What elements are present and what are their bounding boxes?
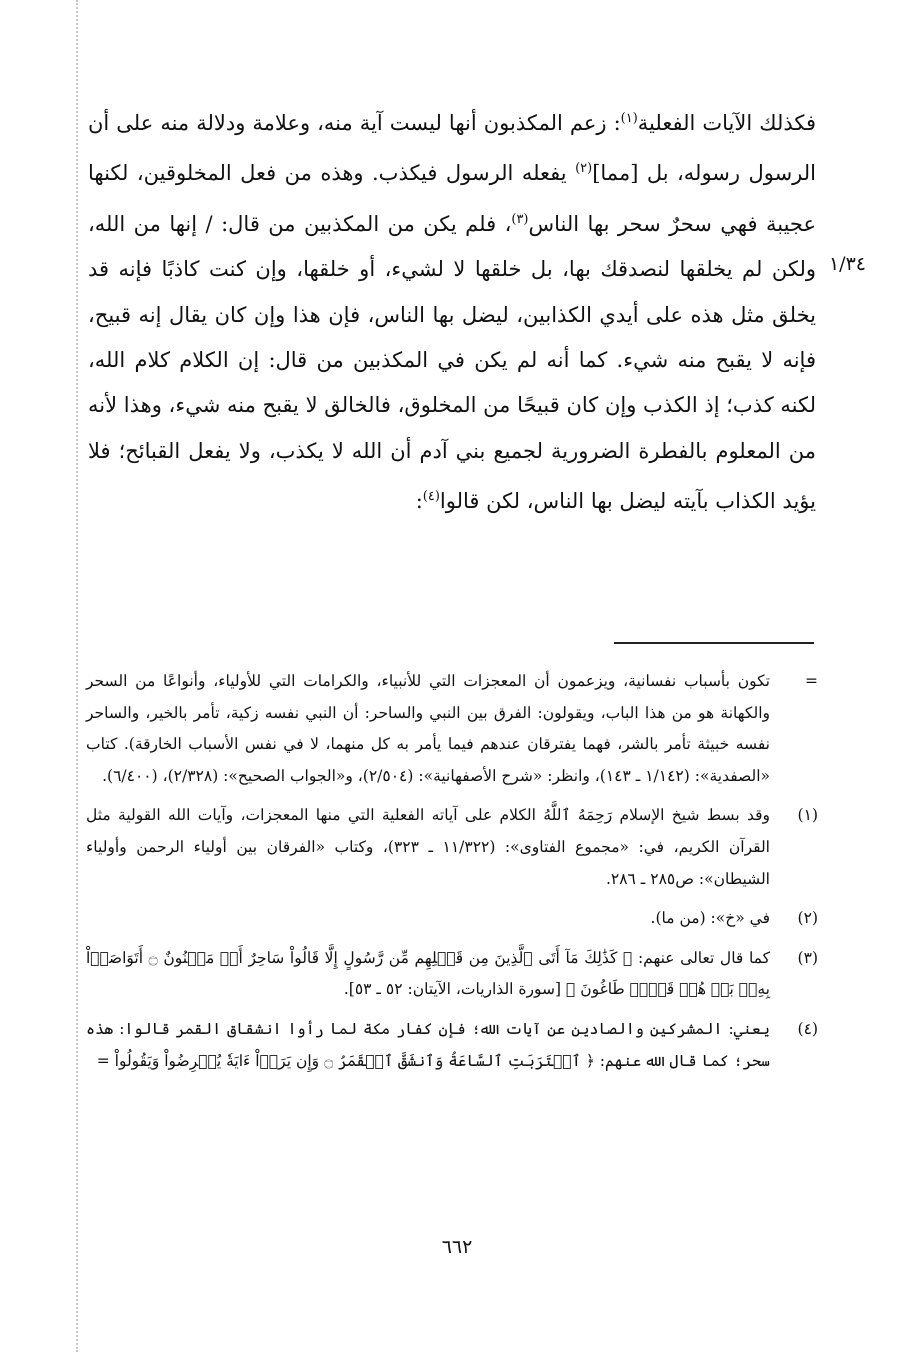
text-segment: : زعم المكذبون أنها ليست آية منه، وعلامة ودلالة منه على أن الرسول رسوله، بل [مما] [88, 111, 816, 186]
footnote-ref-4[interactable]: (٤) [422, 489, 440, 505]
main-paragraph [88, 96, 816, 525]
footnotes-section [86, 666, 818, 1085]
footnote-ref-1[interactable]: (١) [620, 111, 638, 126]
footnote-ref-3[interactable]: (٣) [511, 211, 529, 227]
footnote-text: تكون بأسباب نفسانية، ويزعمون أن المعجزات التي للأنبياء، والكرامات التي للأولياء، وأنواعًا من السحر والكهانة هو من هذا الباب، ويقولون: الفرق بين النبي والساحر: أن النبي نفسه زكية، تأمر بالخير، والساحر نفسه خبيثة تأمر بالشر، فهما يفترقان عندهم فيما يأمر به كل منهما، لا في نفس الأسباب الخارقة). كتاب «الصفدية»: (١/١٤٢ ـ ١٤٣)، وانظر: «شرح الأصفهانية»: (٢/٥٠٤)، و«الجواب الصحيح»: (٢/٣٢٨)، (٦/٤٠٠). [86, 672, 770, 785]
footnote-marker: (٣) [797, 948, 818, 967]
footnote-ref-2[interactable]: (٢) [575, 161, 593, 177]
text-segment: فكذلك الآيات الفعلية [637, 111, 816, 135]
footnote-continuation [86, 666, 818, 792]
main-text-body [88, 96, 816, 525]
footnote-text: في «خ»: (من ما). [650, 909, 770, 928]
footnote-1 [86, 800, 818, 895]
text-segment: ، فلم يكن من المكذبين من قال: / إنها من الله، ولكن لم يخلقها لنصدقك بها، بل خلقها لا لشيء، أو خلقها، وإن كنت كاذبًا فإنه قد يخلق مثل هذه على أيدي الكذابين، ليضل بها الناس، فإن هذا وإن كان يقال إنه قبيح، فإنه لا يقبح منه شيء. كما أنه لم يكن في المكذبين من قال: إن الكلام كلام الله، لكنه كذب؛ إذ الكذب وإن كان قبيحًا من المخلوق، فالخالق لا يقبح منه شيء، وهذا لأنه من المعلوم بالفطرة الضرورية لجميع بني آدم أن الله لا يكذب، ولا يفعل القبائح؛ فلا يؤيد الكذاب بآيته ليضل بها الناس، لكن قالوا [88, 211, 816, 514]
footnote-separator-line [614, 642, 814, 644]
page-number: ٦٦٢ [441, 1236, 473, 1258]
footnote-marker: (١) [797, 806, 818, 825]
footnote-2 [86, 903, 818, 935]
manuscript-folio-reference: ١/٣٤ [828, 253, 866, 275]
footnote-marker: = [805, 672, 818, 690]
footnote-marker: (٤) [797, 1019, 818, 1038]
footnote-text: وقد بسط شيخ الإسلام رَحِمَهُ ٱللَّهُ الكلام على آياته الفعلية التي منها المعجزات، وآيات الله القولية مثل القرآن الكريم، في: «مجموع الفتاوى»: (١١/٣٢٢ ـ ٣٢٣)، وكتاب «الفرقان بين أولياء الرحمن وأولياء الشيطان»: ص٢٨٥ ـ ٢٨٦. [86, 806, 770, 888]
footnote-text: كما قال تعالى عنهم: ﴿ كَذَٰلِكَ مَآ أَتَى ٱلَّذِينَ مِن قَبۡلِهِم مِّن رَّسُولٍ إِلَّا قَالُواْ سَاحِرٌ أَوۡ مَجۡنُونٌ ۝ أَتَوَاصَوۡاْ بِهِۦۚ بَلۡ هُمۡ قَوۡمٞ طَاغُونَ ﴾ [سورة الذاريات، الآيتان: ٥٢ ـ ٥٣]. [86, 948, 771, 999]
footnote-3 [86, 943, 818, 1006]
binding-gutter-line [76, 0, 78, 1352]
text-segment: يفعله الرسول فيكذب. وهذه من فعل المخلوقين، لكنها عجيبة فهي سحرٌ سحر بها الناس [88, 161, 816, 236]
footnote-4 [86, 1014, 818, 1077]
footnote-marker: (٢) [797, 909, 818, 928]
text-segment: : [415, 489, 423, 514]
footnote-text: يعني: المشركين والصادين عن آيات الله؛ فإن كفار مكة لما رأوا انشقاق القمر قالوا: هذه سحر؛ كما قال الله عنهم: ﴿ ٱقۡتَرَبَتِ ٱلسَّاعَةُ وَٱنشَقَّ ٱلۡقَمَرُ ۝ وَإِن يَرَوۡاْ ءَايَةٗ يُعۡرِضُواْ وَيَقُولُواْ = [86, 1019, 770, 1070]
